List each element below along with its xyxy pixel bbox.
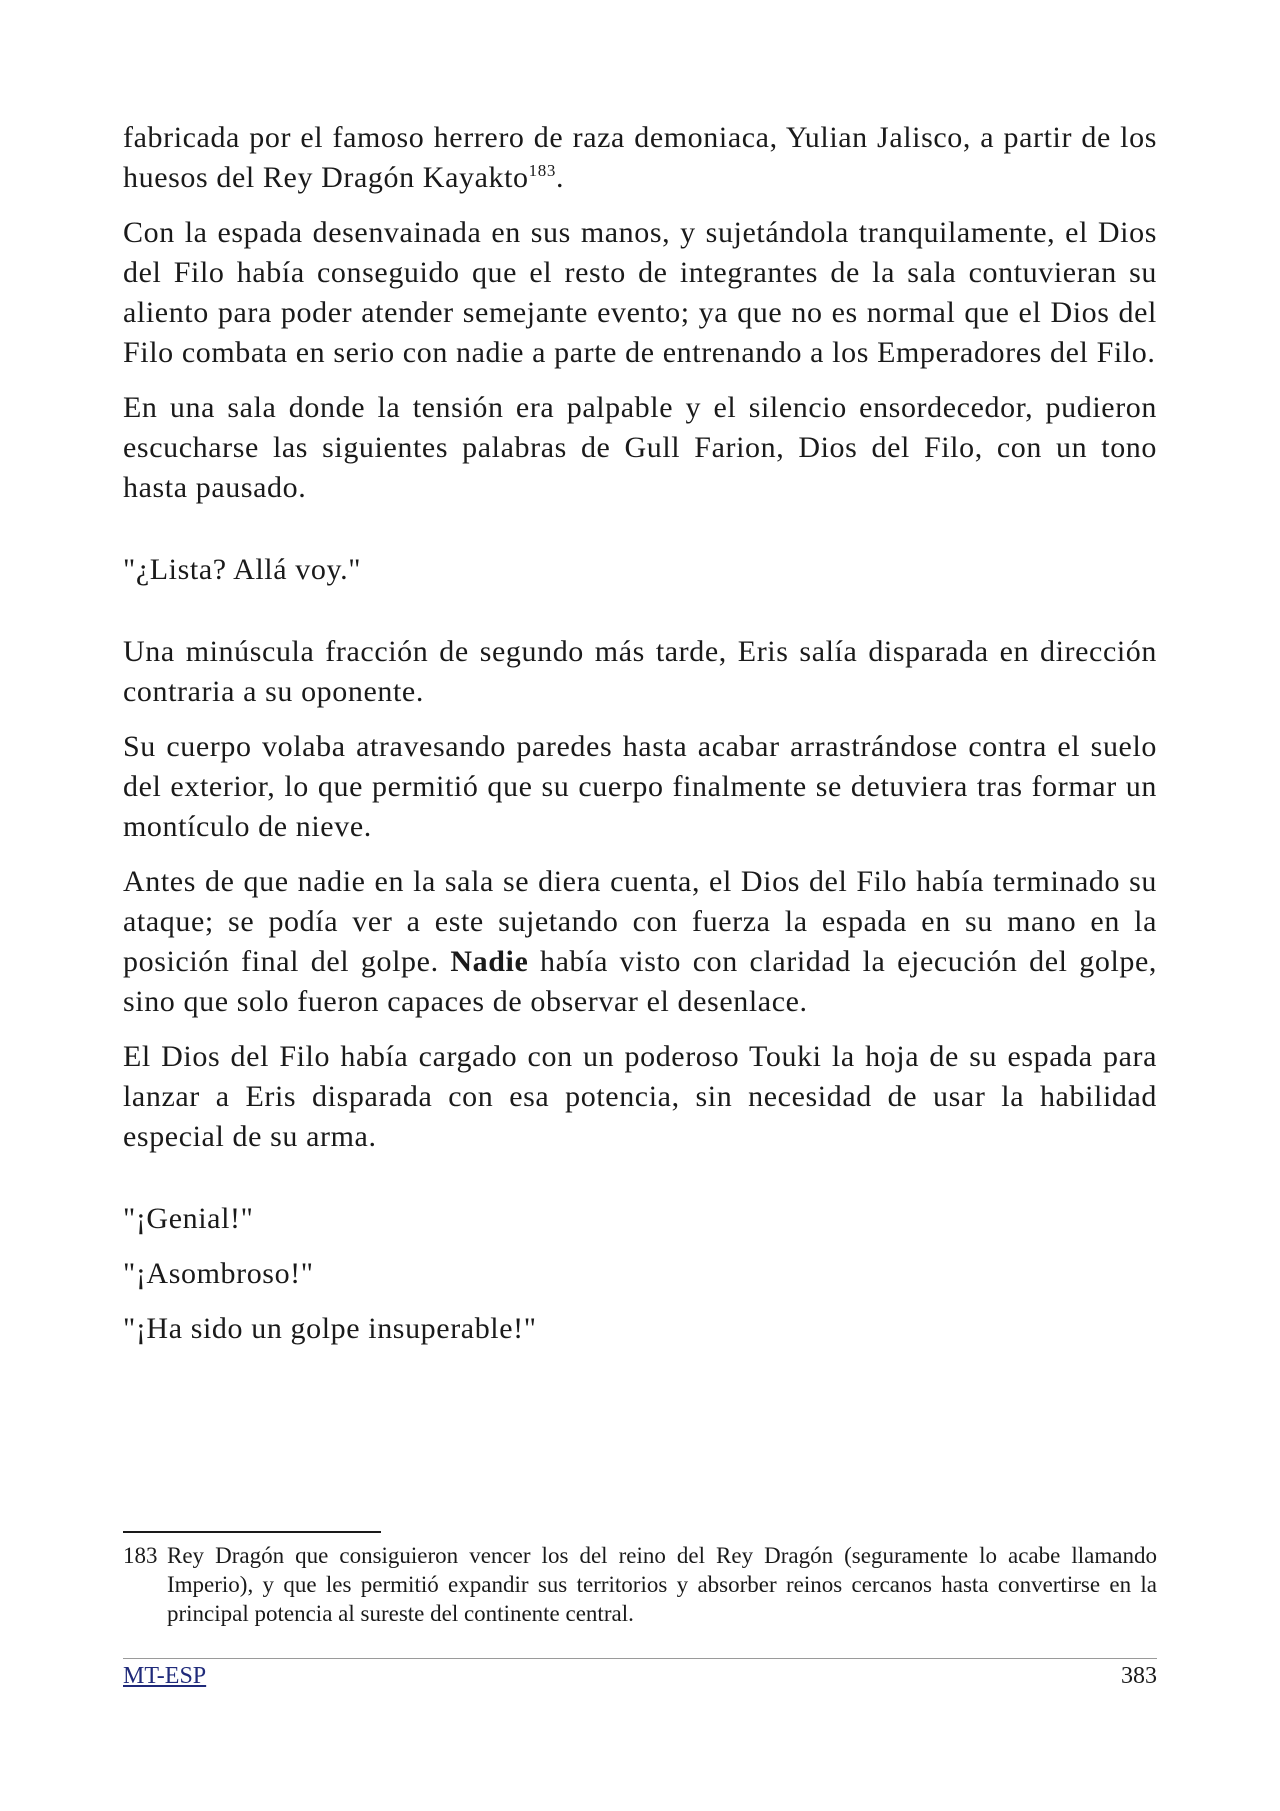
dialogue-3: "¡Asombroso!" xyxy=(123,1257,314,1290)
page-body xyxy=(123,118,1157,1364)
footnote xyxy=(123,1541,1157,1628)
dialogue-2: "¡Genial!" xyxy=(123,1202,254,1235)
paragraph-6-bold: Nadie xyxy=(450,945,529,978)
paragraph-6-text-b: había visto con claridad la ejecución del golpe, sino que solo fueron capaces de observar el desenlace. xyxy=(123,945,1157,1018)
paragraph-6-text-a: Antes de que nadie en la sala se diera cuenta, el Dios del Filo había terminado su ataque; se podía ver a este sujetando con fuerza la espada en su mano en la posición final del golpe. xyxy=(123,865,1157,978)
dialogue-1: "¿Lista? Allá voy." xyxy=(123,553,362,586)
paragraph-7: El Dios del Filo había cargado con un poderoso Touki la hoja de su espada para lanzar a Eris disparada con esa potencia, sin necesidad de usar la habilidad especial de su arma. xyxy=(123,1040,1157,1153)
footer-link[interactable]: MT-ESP xyxy=(123,1663,207,1689)
footnote-text: Rey Dragón que consiguieron vencer los del reino del Rey Dragón (seguramente lo acabe llamando Imperio), y que les permitió expandir sus territorios y absorber reinos cercanos hasta convertirse en la principal potencia al sureste del continente central. xyxy=(167,1543,1157,1626)
paragraph-1 xyxy=(123,118,1157,198)
footnote-separator xyxy=(123,1531,381,1533)
page-number: 383 xyxy=(1121,1663,1157,1689)
dialogue-4: "¡Ha sido un golpe insuperable!" xyxy=(123,1312,537,1345)
paragraph-6 xyxy=(123,862,1157,1022)
footnote-number: 183 xyxy=(123,1543,158,1568)
footnote-reference[interactable]: 183 xyxy=(528,161,556,180)
paragraph-1-text: fabricada por el famoso herrero de raza demoniaca, Yulian Jalisco, a partir de los huesos del Rey Dragón Kayakto xyxy=(123,121,1157,194)
paragraph-3: En una sala donde la tensión era palpable y el silencio ensordecedor, pudieron escucharse las siguientes palabras de Gull Farion, Dios del Filo, con un tono hasta pausado. xyxy=(123,391,1157,504)
paragraph-2: Con la espada desenvainada en sus manos, y sujetándola tranquilamente, el Dios del Filo había conseguido que el resto de integrantes de la sala contuvieran su aliento para poder atender semejante evento; ya que no es normal que el Dios del Filo combata en serio con nadie a parte de entrenando a los Emperadores del Filo. xyxy=(123,216,1157,369)
paragraph-5: Su cuerpo volaba atravesando paredes hasta acabar arrastrándose contra el suelo del exterior, lo que permitió que su cuerpo finalmente se detuviera tras formar un montículo de nieve. xyxy=(123,730,1157,843)
paragraph-1-end: . xyxy=(555,161,565,194)
footer-divider xyxy=(123,1658,1157,1659)
paragraph-4: Una minúscula fracción de segundo más tarde, Eris salía disparada en dirección contraria a su oponente. xyxy=(123,635,1157,708)
